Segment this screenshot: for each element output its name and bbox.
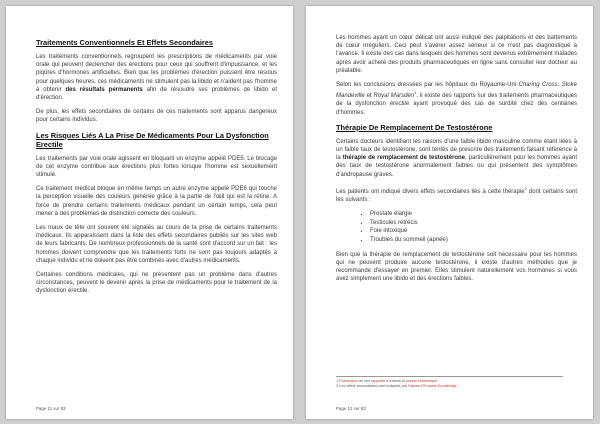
paragraph: De plus, les effets secondaires de certains de ces traitements sont apparus dangereux pour certains individus. — [36, 109, 277, 124]
left-page — [6, 6, 293, 419]
paragraph: Ce traitement médical bloque en même temps un autre enzyme appelé PDE6 qui touche la perception visuelle des couleurs générée grâce à la partie de l'œil qui est la rétine. A force de prendre certains traitements médicaux pendant un certain temps, cela peut mener à des problèmes de distinction correcte des couleurs. — [36, 186, 277, 217]
page-number: Page 12 sur 83 — [336, 406, 366, 411]
footnote-link-press[interactable]: presse britannique — [405, 379, 438, 383]
right-page — [306, 6, 593, 419]
heading-conventional-treatments: Traitements Conventionnels Et Effets Secondaires — [36, 38, 214, 47]
paragraph: Les hommes ayant un cœur délicat ont aussi indiqué des palpitations et des battements de cœur irréguliers. Ceci peut s'avérer assez sérieux si ce n'est pas diagnostiqué à l'avance. Il existe des cas dans lesquels des hommes sont devenus extrêmement malades après avoir acheté des produits pharmaceutiques en ligne sans consulter leur docteur au préalable. — [336, 35, 577, 74]
list-item: ▪ Troubles du sommeil (apnée) — [370, 236, 577, 245]
paragraph: Certains docteurs identifiant les raisons d'une faible libido masculine comme étant liées à un faible taux de testostérone, sont tentés de prescrire des traitements faisant référence à la thérapie de remplacement de testostérone, particulièrement pour les hommes ayant des taux de testostérone anormalement faibles ou qui présentent des symptômes d'andropause graves. — [336, 138, 577, 178]
heading-testosterone-therapy: Thérapie De Remplacement De Testostérone — [336, 122, 493, 132]
footnote-2: 2 Les effets secondaires sont indiqués par Harvard Prostate Knowledge — [336, 384, 457, 388]
paragraph: Les maux de tête ont souvent été signalés au cours de la prise de certains traitements médicaux. Ils apparaissent dans la liste des effets secondaires publiés sur les sites web de leurs fabricants. De nombreux professionnels de la santé sont d'accord sur un fait : les hommes doivent comprendre que les traitements forts ne sont pas toujours adaptés à chaque individu et ne doivent pas être combinés avec d'autres médicaments. — [36, 225, 277, 264]
list-item: ▪ Testicules rétrécis — [370, 219, 577, 228]
heading-medication-risks: Les Risques Liés A La Prise De Médicaments Pour La Dysfonction Erectile — [36, 130, 269, 149]
footnote-link-reports[interactable]: rapports — [371, 379, 385, 383]
list-item: ▪ Prostate élargie — [370, 210, 577, 219]
footnotes — [336, 376, 563, 389]
paragraph: Certaines conditions médicales, qui ne présentent pas un problème dans d'autres circonstances, peuvent le devenir après la prise de médicaments pour le traitement de la dysfonction érectile. — [36, 272, 277, 295]
paragraph: Selon les conclusions dressées par les hôpitaux du Royaume-Uni Charing Cross, Stoke Mandeville et Royal Marsden$^1$, il existe des rapports sur des traitements pharmaceutiques de la dysfonction érectile ayant provoqué des cas de surdité chez des centaines d'hommes. — [336, 82, 577, 116]
footnote-link-harvard[interactable]: Harvard Prostate Knowledge — [408, 384, 457, 388]
footnote-1: 1 Publication de ces rapports à travers la presse britannique — [336, 379, 438, 383]
paragraph: Les patients ont indiqué divers effets secondaires liés à cette thérapie$^2$ dont certains sont les suivants : — [336, 185, 577, 204]
paragraph: Les traitements par voie orale agissent en bloquant un enzyme appelé PDE5. Le blocage de cet enzyme contribue aux érections plus fortes lorsque l'homme est sexuellement stimulé. — [36, 155, 277, 179]
paragraph: Les traitements conventionnels regroupent les prescriptions de médicaments par voie orale qui peuvent déclencher des érections pour ceux qui souffrent d'impuissance, et les piqûres d'hormones artificielles. Bien que les problèmes d'érection puissent être résolus pour quelques heures, ces médicaments ne stimulent pas la libido et n'aident pas l'homme à obtenir des résultats permanents afin de résoudre ses problèmes de libido et d'érection. — [36, 54, 277, 102]
side-effects-list — [336, 210, 577, 244]
paragraph: Bien que la thérapie de remplacement de testostérone soit nécessaire pour les hommes qui ne peuvent produire aucune testostérone, il existe d'autres méthodes que je recommande d'essayer en premier. Elles stimulent naturellement vos hormones si vous avez simplement une libido et des érections faibles. — [336, 251, 577, 283]
footnote-link-publication[interactable]: 1 Publication — [336, 379, 358, 383]
page-number: Page 11 sur 83 — [36, 406, 66, 411]
list-item: ▪ Foie intoxiqué — [370, 227, 577, 236]
